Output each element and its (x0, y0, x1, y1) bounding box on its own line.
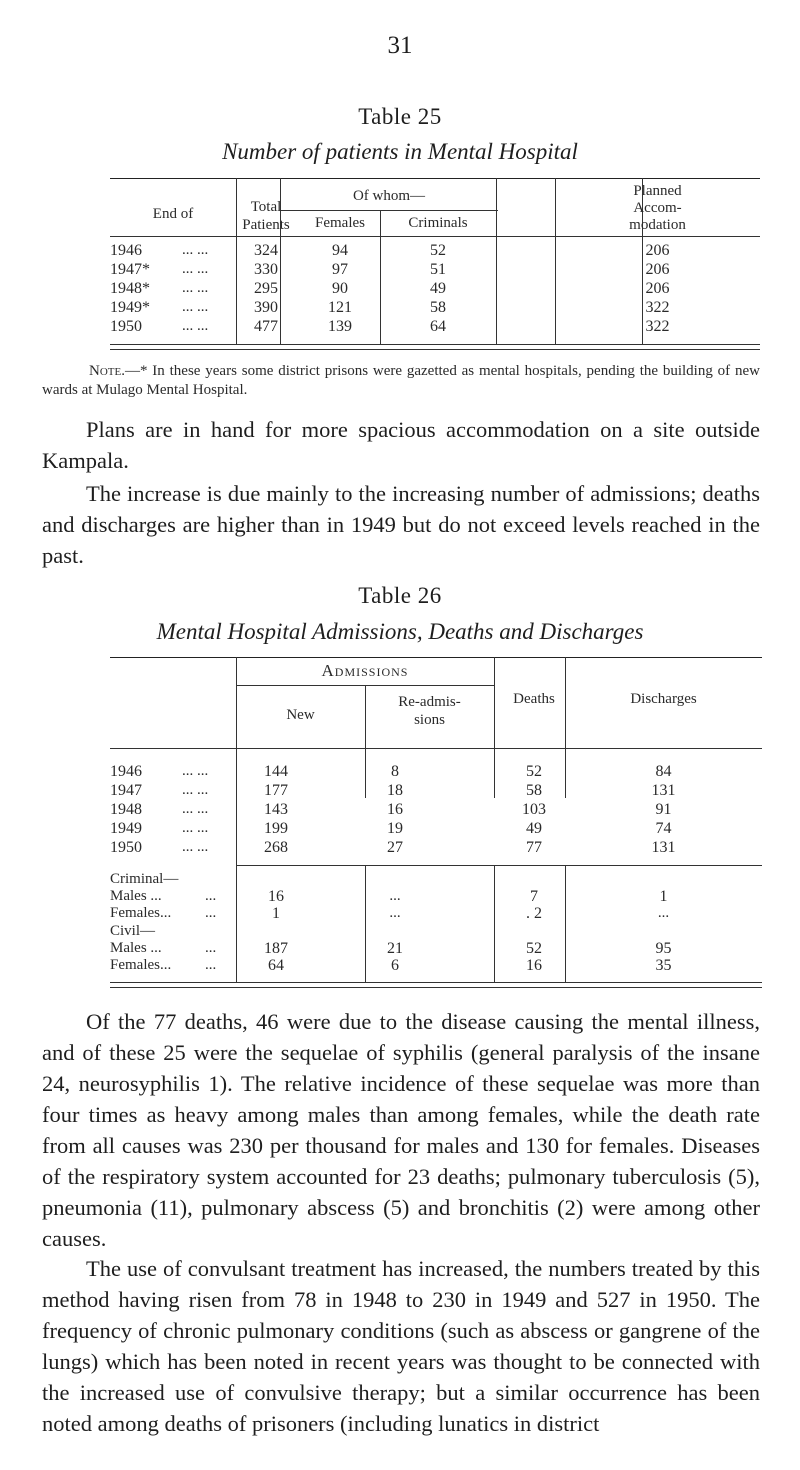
header-end-of: End of (152, 206, 194, 222)
header-discharges: Discharges (630, 691, 697, 707)
header-planned: Planned (633, 183, 682, 199)
header-patients: Patients (242, 217, 290, 233)
header-females: Females (315, 215, 365, 231)
page-number: 31 (387, 32, 413, 59)
header-readmis: Re-admis- (398, 694, 461, 710)
header-of-whom: Of whom— (352, 188, 426, 204)
paragraph-convulsant: The use of convulsant treatment has increased, the numbers treated by this method having risen from 78 in 1948 to 230 in 1949 and 527 in 1950. The frequency of chronic pulmonary conditions (such as abscess or gangrene of the lungs) which has been noted in recent years was thought to be connected with the increased use of convulsive therapy; but a similar occurrence has been noted among deaths of prisoners (including lunatics in district (42, 1256, 760, 1436)
table-25-note (42, 362, 760, 400)
header-sions: sions (414, 712, 445, 728)
header-modation: modation (629, 217, 686, 233)
criminal-group-label: Criminal— (110, 871, 179, 887)
table-25-title: Table 25 (358, 104, 442, 129)
header-deaths: Deaths (513, 691, 555, 707)
table-26-subtitle: Mental Hospital Admissions, Deaths and Discharges (156, 619, 644, 644)
civil-group-label: Civil— (110, 923, 156, 939)
header-accom: Accom- (633, 200, 682, 216)
header-total: Total (250, 199, 282, 215)
table-25-subtitle: Number of patients in Mental Hospital (222, 139, 578, 164)
header-criminals: Criminals (408, 215, 468, 231)
table-26-title: Table 26 (358, 583, 442, 608)
paragraph-increase: The increase is due mainly to the increasing number of admissions; deaths and discharges are higher than in 1949 but do not exceed levels reached in the past. (42, 481, 760, 568)
header-new: New (286, 707, 315, 723)
note-label: Note.— (89, 363, 140, 379)
note-text: * In these years some district prisons were gazetted as mental hospitals, pending the building of new wards at Mulago Mental Hospital. (42, 363, 760, 398)
paragraph-deaths: Of the 77 deaths, 46 were due to the disease causing the mental illness, and of these 25 were the sequelae of syphilis (general paralysis of the insane 24, neurosyphilis 1). The relative incidence of these sequelae was more than four times as heavy among males than among females, while the death rate from all causes was 230 per thousand for males and 130 for females. Diseases of the respiratory system accounted for 23 deaths; pulmonary tuberculosis (5), pneumonia (11), pulmonary abscess (5) and bronchitis (2) were among other causes. (42, 1009, 760, 1251)
header-admissions: Admissions (321, 661, 409, 680)
paragraph-plans: Plans are in hand for more spacious accommodation on a site outside Kampala. (42, 417, 760, 473)
